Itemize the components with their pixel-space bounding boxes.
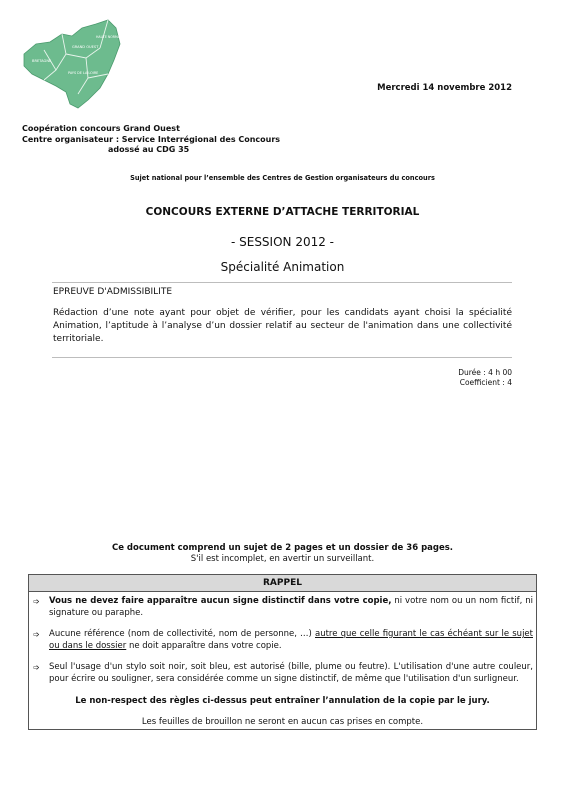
rappel-item-underlined: autre que celle figurant le cas échéant sur le sujet ou dans le dossier [49, 629, 533, 651]
rappel-item-text: Seul l'usage d'un stylo soit noir, soit bleu, est autorisé (bille, plume ou feutre). L'utilisation d'une autre couleur, pour écrire ou souligner, sera considérée comme un signe distinctif, de même que l'utilisation d'un surligneur. [49, 662, 533, 684]
duration-block [350, 368, 512, 388]
document-note [0, 543, 565, 565]
duration-text: Durée : 4 h 00 [458, 368, 512, 377]
map-label: BRETAGNE [32, 59, 52, 63]
epreuve-label: EPREUVE D'ADMISSIBILITE [53, 287, 173, 297]
epreuve-description: Rédaction d’une note ayant pour objet de vérifier, pour les candidats ayant choisi la spécialité Animation, l’aptitude à l’analyse d’un dossier relatif au secteur de l'animation dans une collectivité territoriale. [53, 308, 512, 344]
map-graphic [16, 14, 128, 114]
rappel-item-text: Aucune référence (nom de collectivité, nom de personne, …) [49, 629, 315, 639]
rappel-draft-note: Les feuilles de brouillon ne seront en aucun cas prises en compte. [141, 717, 424, 727]
rappel-item-text: ne doit apparaître dans votre copie. [126, 640, 282, 651]
organizer-line: adossé au CDG 35 [108, 145, 190, 154]
rappel-item-bold: Vous ne devez faire apparaître aucun signe distinctif dans votre copie, [49, 596, 392, 606]
organizer-line: Coopération concours Grand Ouest [22, 124, 180, 133]
session-label: - SESSION 2012 - [230, 235, 335, 249]
organizer-line: Centre organisateur : Service Interrégional des Concours [22, 134, 281, 144]
hand-arrow-icon: ➩ [33, 663, 40, 672]
rappel-item [33, 596, 533, 619]
rappel-item-text: ni votre nom ou un nom fictif, ni signature ou paraphe. [49, 596, 533, 618]
map-label: PAYS DE LA LOIRE [68, 71, 99, 75]
divider [52, 357, 512, 358]
hand-arrow-icon: ➩ [33, 597, 40, 606]
coefficient-text: Coefficient : 4 [459, 378, 512, 387]
rappel-box [28, 574, 537, 730]
document-date: Mercredi 14 novembre 2012 [377, 83, 512, 93]
hand-arrow-icon: ➩ [33, 630, 40, 639]
organizer-block [22, 124, 280, 156]
specialty-label: Spécialité Animation [220, 260, 345, 274]
rappel-item [33, 662, 533, 685]
rappel-heading: RAPPEL [29, 575, 536, 592]
exam-title: CONCOURS EXTERNE D’ATTACHE TERRITORIAL [145, 206, 420, 218]
divider [52, 282, 512, 283]
regional-map-logo [16, 14, 128, 114]
incomplete-note: S'il est incomplet, en avertir un surveillant. [190, 554, 375, 564]
page-count-note: Ce document comprend un sujet de 2 pages et un dossier de 36 pages. [111, 543, 454, 553]
map-label: HAUTE NORMANDIE [96, 35, 128, 39]
rappel-item [33, 629, 533, 652]
rappel-warning: Le non-respect des règles ci-dessus peut entraîner l’annulation de la copie par le jury. [75, 696, 490, 706]
map-label: GRAND OUEST [72, 45, 99, 49]
subject-note: Sujet national pour l’ensemble des Centres de Gestion organisateurs du concours [130, 174, 435, 182]
